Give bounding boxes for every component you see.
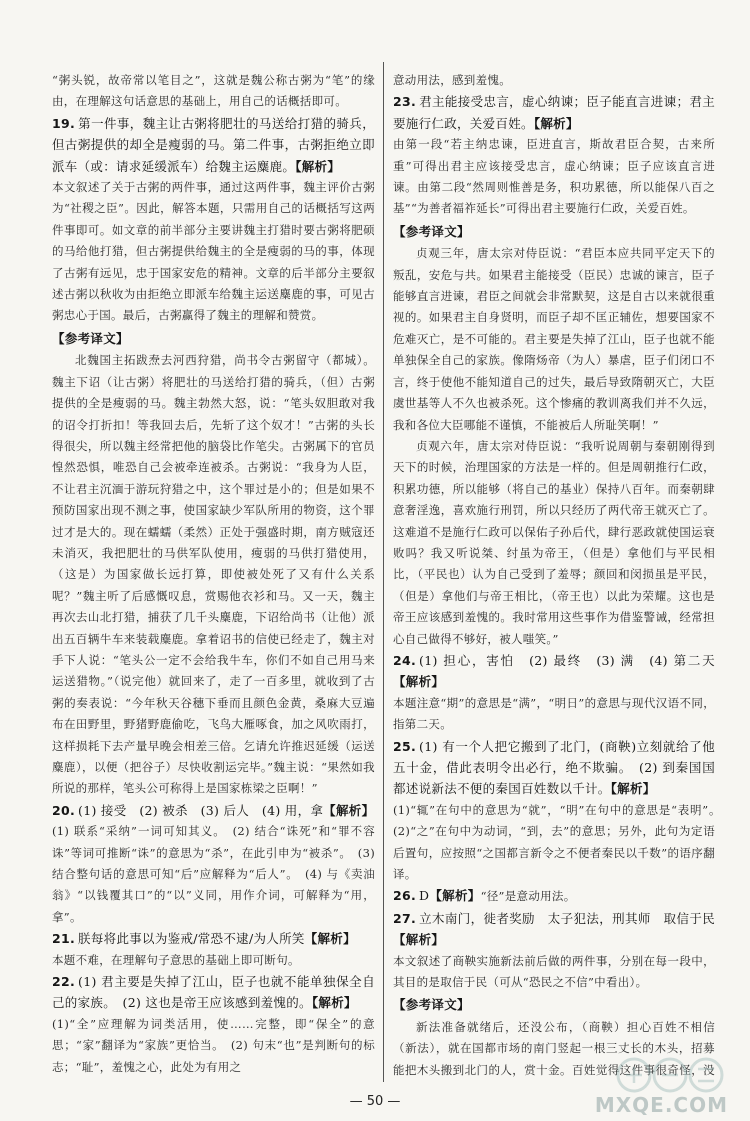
question-number: 24. (393, 652, 417, 668)
question-number: 23. (393, 94, 417, 110)
q18-tail-explanation: “粥头锐，故帝常以笔目之”，这就是魏公称古粥为“笔”的缘由，在理解这句话意思的基础上，用自己的话概括即可。 (52, 73, 375, 109)
answer-text: 君主能接受忠言，虚心纳谏；臣子能直言进谏；君主要施行仁政，关爱百姓。 (393, 94, 715, 131)
analysis-text: 本题不难，在理解句子意思的基础上即可断句。 (52, 952, 300, 967)
answer-text: D (419, 888, 430, 904)
analysis-text: (1)“辄”在句中的意思为“就”，“明”在句中的意思是“表明”。 (2)“之”在句中为动词，“到，去”的意思；另外，此句为定语后置句，应按照“之国都言新令之不便者秦民以千数”的语序翻译。 (393, 802, 715, 882)
analysis-text: 本题注意“期”的意思是“满”，“明日”的意思与现代汉语不同，指第二天。 (393, 695, 715, 732)
analysis-tag: 【解析】 (533, 115, 579, 131)
reference-translation-tag: 【参考译文】 (393, 223, 470, 239)
reference-translation-para-1: 贞观三年，唐太宗对侍臣说：“君臣本应共同平定天下的叛乱，安危与共。如果君主能接受（臣民）忠诚的谏言，臣子能够直言进谏，君臣之间就会非常默契，这是自古以来就很重视的。如果君主自身贤明，而臣子却不匡正辅佐，想要国家不危难灭亡，是不可能的。君主要是失掉了江山，臣子也就不能单独保全自己的家族。像隋炀帝（为人）暴虐，臣子们闭口不言，终于使他不能知道自己的过失，最后导致隋朝灭亡，大臣虞世基等人不久也被杀死。这个惨痛的教训离我们并不久远，我和各位大臣哪能不谨慎，不能被后人所耻笑啊！” (393, 246, 715, 432)
answer-text: (1) 担心，害怕 (2) 最终 (3) 满 (4) 第二天 (419, 652, 715, 668)
analysis-tag: 【解析】 (304, 931, 356, 947)
question-22 (52, 971, 375, 1014)
analysis-tag: 【解析】 (393, 932, 445, 948)
question-26 (393, 885, 715, 907)
question-number: 27. (393, 910, 417, 926)
answer-text: 第一件事，魏主让古粥将肥壮的马送给打猎的骑兵，但古粥提供的却全是瘦弱的马。第二件事，古粥拒绝立即派车（或：请求延缓派车）给魏主运麋鹿。 (52, 115, 375, 174)
question-number: 26. (393, 888, 417, 904)
question-27 (393, 908, 715, 951)
column-divider (383, 62, 384, 1082)
analysis-text: “径”是意动用法。 (480, 889, 576, 904)
answer-text: (1) 有一个人把它搬到了北门，(商鞅)立刻就给了他五十金，借此表明令出必行，绝不欺骗。 (2) 到秦国国都述说新法不便的秦国百姓数以千计。 (393, 738, 715, 797)
question-number: 19. (52, 115, 76, 131)
analysis-tag: 【解析】 (610, 781, 656, 797)
question-number: 20. (52, 802, 76, 818)
analysis-tag: 【解析】 (311, 995, 357, 1011)
analysis-tag: 【解析】 (295, 158, 341, 174)
question-23 (393, 91, 715, 134)
analysis-text: (1) 联系“采纳”一词可知其义。 (2) 结合“诛死”和“罪不容诛”等词可推断“诛”的意思为“杀”，在此引申为“被杀”。 (3) 结合整句话的意思可知“后”应解释为“后人”。 (4) 与《卖油翁》“以钱覆其口”的“以”义同，用作介词，可解释为“用，拿”。 (52, 824, 375, 924)
question-19 (52, 113, 375, 177)
analysis-text: 由第一段“若主纳忠谏，臣进直言，斯故君臣合契，古来所重”可得出君主应该接受忠言，虚心纳谏；臣子应该直言进谏。由第二段“然周则惟善是务，积功累德，所以能保八百之基”“为善者福祚延长”可得出君主要施行仁政，关爱百姓。 (393, 137, 715, 216)
answer-text: 朕每将此事以为鉴戒/常恐不逮/为人所笑 (78, 931, 305, 947)
page-number: — 50 — (349, 1094, 401, 1109)
question-24 (393, 650, 715, 693)
left-column (52, 70, 375, 1080)
reference-translation: 新法准备就绪后，还没公布，（商鞅）担心百姓不相信（新法），就在国都市场的南门竖起一根三丈长的木头，招募能把木头搬到北门的人，赏十金。百姓觉得这件事很奇怪，没 (393, 1019, 715, 1077)
answer-text: (1) 君主要是失掉了江山，臣子也就不能单独保全自己的家族。 (2) 这也是帝王应该感到羞愧的。 (52, 974, 375, 1011)
reference-translation: 北魏国主拓跋焘去河西狩猎，尚书令古粥留守（都城）。魏主下诏（让古粥）将肥壮的马送给打猎的骑兵，（但）古粥提供的全是瘦弱的马。魏主勃然大怒，说：“笔头奴胆敢对我的诏令打折扣！等我回去后，先斩了这个奴才！”古粥的头长得很尖，所以魏主经常把他的脑袋比作笔尖。古粥属下的官员惶然恐惧，唯恐自己会被牵连被杀。古粥说：“我身为人臣，不让君主沉湎于游玩狩猎之中，这个罪过是小的；但是如果不预防国家出现不测之事，使国家缺少军队所用的物资，这个罪过才是大的。现在蠕蠕（柔然）正处于强盛时期，南方贼寇还未消灭，我把肥壮的马供军队使用，瘦弱的马供打猎使用，（这是）为国家做长远打算，即使被处死了又有什么关系呢？”魏主听了后感慨叹息，赏赐他衣衫和马。又一天，魏主再次去山北打猎，捕获了几千头麋鹿，下诏给尚书（让他）派出五百辆牛车来装载麋鹿。拿着诏书的信使已经走了，魏主对手下人说：“笔头公一定不会给我牛车，你们不如自己用马来运送猎物。”（说完他）就回来了，走了一百多里，就收到了古粥的奏表说：“今年秋天谷穗下垂而且颜色金黄，桑麻大豆遍布在田野里，野猪野鹿偷吃，飞鸟大雁啄食，加之风吹雨打，这样损耗下去产量早晚会相差三倍。乞请允许推迟延缓（运送麋鹿），以便（把谷子）尽快收割运完毕。”魏主说：“果然如我所说的那样，笔头公可称得上是国家栋梁之臣啊！” (52, 353, 375, 796)
question-number: 25. (393, 738, 417, 754)
question-21 (52, 928, 375, 949)
analysis-text: 本文叙述了关于古粥的两件事，通过这两件事，魏主评价古粥为“社稷之臣”。因此，解答本题，只需用自己的话概括写这两件事即可。如文章的前半部分主要讲魏主打猎时要古粥将肥硕的马给他打猎，但古粥提供给魏主的全是瘦弱的马的事，体现了古粥有远见，忠于国家安危的精神。文章的后半部分主要叙述古粥以秋收为由拒绝立即派车给魏主运送麋鹿的事，可见古粥忠心于国。最后，古粥赢得了魏主的理解和赞赏。 (52, 180, 375, 323)
answer-text: 立木南门，徙者奖励 太子犯法，刑其师 取信于民 (419, 910, 715, 926)
right-column (393, 70, 715, 1080)
q22-tail-explanation: 意动用法，感到羞愧。 (393, 73, 511, 87)
analysis-text: (1)“全”应理解为词类活用，使……完整，即“保全”的意思；“家”翻译为“家族”更恰当。 (2) 句末“也”是判断句的标志；“耻”，羞愧之心，此处为有用之 (52, 1016, 375, 1074)
reference-translation-tag: 【参考译文】 (52, 330, 129, 346)
analysis-tag: 【解析】 (393, 674, 445, 690)
question-20 (52, 800, 375, 821)
question-number: 22. (52, 974, 76, 990)
question-25 (393, 736, 715, 800)
watermark-text: MXQE.COM (594, 1093, 728, 1117)
answer-text: (1) 接受 (2) 被杀 (3) 后人 (4) 用，拿 (78, 802, 324, 818)
reference-translation-tag: 【参考译文】 (393, 997, 470, 1013)
reference-translation-para-2: 贞观六年，唐太宗对侍臣说：“我听说周朝与秦朝刚得到天下的时候，治理国家的方法是一样的。但是周朝推行仁政，积累功德，所以能够（将自己的基业）保持八百年。而秦朝肆意奢淫逸，喜欢施行刑罚，所以只经历了两代帝王就灭亡了。这难道不是施行仁政可以保佑子孙后代，肆行恶政就使国运衰败吗？我又听说桀、纣虽为帝王，（但是）拿他们与平民相比，（平民也）认为自己受到了羞辱；颜回和闵损虽是平民，（但是）拿他们与帝王相比，（帝王也）以此为荣耀。这也是帝王应该感到羞愧的。我时常用这些事作为借鉴警诫，经常担心自己做得不够好，被人嗤笑。” (393, 438, 715, 646)
analysis-text: 本文叙述了商鞅实施新法前后做的两件事，分别在每一段中，其目的是取信于民（可从“恐民之不信”中看出）。 (393, 953, 715, 990)
question-number: 21. (52, 931, 76, 947)
analysis-tag: 【解析】 (429, 888, 481, 904)
analysis-tag: 【解析】 (323, 802, 375, 818)
